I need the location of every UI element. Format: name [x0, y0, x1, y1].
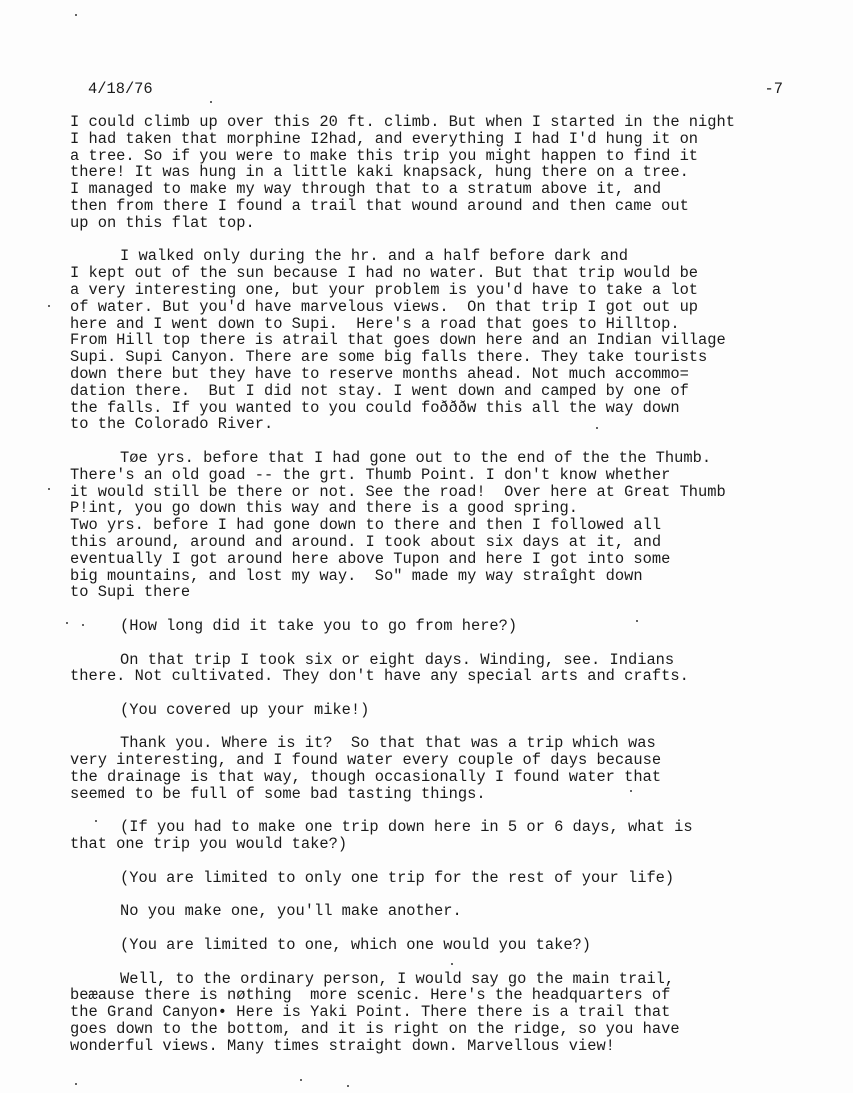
text-line: of water. But you'd have marvelous views. On that trip I got out up — [70, 297, 699, 316]
text-line: seemed to be full of some bad tasting things. — [70, 784, 486, 803]
text-line: No you make one, you'll make another. — [120, 902, 462, 921]
text-line: I managed to make my way through that to a stratum above it, and — [70, 180, 662, 199]
text-line: (How long did it take you to go from here?) — [120, 616, 518, 635]
text-line: Thank you. Where is it? So that that was a trip which was — [120, 734, 656, 753]
text-line: On that trip I took six or eight days. Winding, see. Indians — [120, 650, 675, 669]
page-number: -7 — [764, 80, 783, 98]
text-line: (If you had to make one trip down here in 5 or 6 days, what is — [120, 818, 693, 837]
paragraph — [70, 819, 820, 853]
text-line: to the Colorado River. — [70, 415, 274, 434]
scan-speck — [451, 963, 453, 965]
scan-speck — [82, 624, 84, 626]
text-line: there! It was hung in a little kaki knapsack, hung there on a tree. — [70, 163, 689, 182]
paragraph — [70, 652, 820, 686]
text-line: then from there I found a trail that wound around and then came out — [70, 196, 689, 215]
paragraph — [70, 735, 820, 802]
text-line: it would still be there or not. See the road! Over here at Great Thumb — [70, 482, 726, 501]
text-line: Tøe yrs. before that I had gone out to the end of the the Thumb. — [120, 448, 712, 467]
text-line: the falls. If you wanted to you could foðððw this all the way down — [70, 398, 680, 417]
paragraph — [70, 971, 820, 1055]
text-line: goes down to the bottom, and it is right on the ridge, so you have — [70, 1020, 680, 1039]
scan-speck — [596, 427, 598, 429]
paragraph — [70, 450, 820, 601]
paragraph — [70, 114, 820, 232]
text-line: P!int, you go down this way and there is a good spring. — [70, 499, 578, 518]
scan-speck — [75, 14, 77, 16]
scan-speck — [300, 1079, 302, 1081]
scan-speck — [66, 622, 68, 624]
page-date: 4/18/76 — [88, 80, 153, 98]
paragraph — [70, 903, 820, 920]
text-line: dation there. But I did not stay. I went down and camped by one of — [70, 381, 689, 400]
scan-speck — [210, 101, 212, 103]
text-line: Two yrs. before I had gone down to there and then I followed all — [70, 516, 662, 535]
scan-speck — [75, 1083, 77, 1085]
transcript-body — [70, 114, 820, 1071]
text-line: I kept out of the sun because I had no water. But that trip would be — [70, 264, 699, 283]
text-line: up on this flat top. — [70, 213, 255, 232]
text-line: the drainage is that way, though occasionally I found water that — [70, 768, 662, 787]
text-line: I could climb up over this 20 ft. climb. But when I started in the night — [70, 113, 735, 131]
scan-speck — [48, 488, 50, 490]
paragraph — [70, 248, 820, 433]
page-header — [70, 80, 783, 98]
text-line: beæause there is nøthing more scenic. Here's the headquarters of — [70, 986, 671, 1005]
text-line: (You are limited to only one trip for the rest of your life) — [120, 868, 675, 887]
scan-speck — [95, 820, 97, 822]
text-line: the Grand Canyon• Here is Yaki Point. There there is a trail that — [70, 1003, 671, 1022]
text-line: that one trip you would take?) — [70, 835, 348, 854]
text-line: here and I went down to Supi. Here's a road that goes to Hilltop. — [70, 314, 680, 333]
text-line: wonderful views. Many times straight down. Marvellous view! — [70, 1036, 615, 1055]
scan-speck — [630, 790, 632, 792]
text-line: eventually I got around here above Tupon and here I got into some — [70, 549, 671, 568]
scan-speck — [636, 620, 638, 622]
text-line: a tree. So if you were to make this trip you might happen to find it — [70, 146, 699, 165]
text-line: big mountains, and lost my way. So" made my way straîght down — [70, 566, 643, 585]
text-line: Well, to the ordinary person, I would say go the main trail, — [120, 969, 675, 988]
text-line: I walked only during the hr. and a half before dark and — [120, 247, 628, 266]
text-line: (You are limited to one, which one would you take?) — [120, 936, 592, 955]
text-line: down there but they have to reserve months ahead. Not much accommo= — [70, 364, 689, 383]
text-line: There's an old goad -- the grt. Thumb Point. I don't know whether — [70, 465, 671, 484]
paragraph — [70, 870, 820, 887]
text-line: very interesting, and I found water every couple of days because — [70, 751, 662, 770]
text-line: From Hill top there is atrail that goes down here and an Indian village — [70, 331, 726, 350]
text-line: there. Not cultivated. They don't have any special arts and crafts. — [70, 667, 689, 686]
scan-speck — [48, 305, 50, 307]
text-line: I had taken that morphine I2had, and everything I had I'd hung it on — [70, 129, 699, 148]
text-line: this around, around and around. I took about six days at it, and — [70, 532, 662, 551]
scan-speck — [347, 1085, 349, 1087]
text-line: (You covered up your mike!) — [120, 700, 370, 719]
paragraph — [70, 618, 820, 635]
text-line: Supi. Supi Canyon. There are some big falls there. They take tourists — [70, 348, 708, 367]
paragraph — [70, 937, 820, 954]
paragraph — [70, 702, 820, 719]
text-line: a very interesting one, but your problem is you'd have to take a lot — [70, 280, 699, 299]
text-line: to Supi there — [70, 583, 191, 602]
